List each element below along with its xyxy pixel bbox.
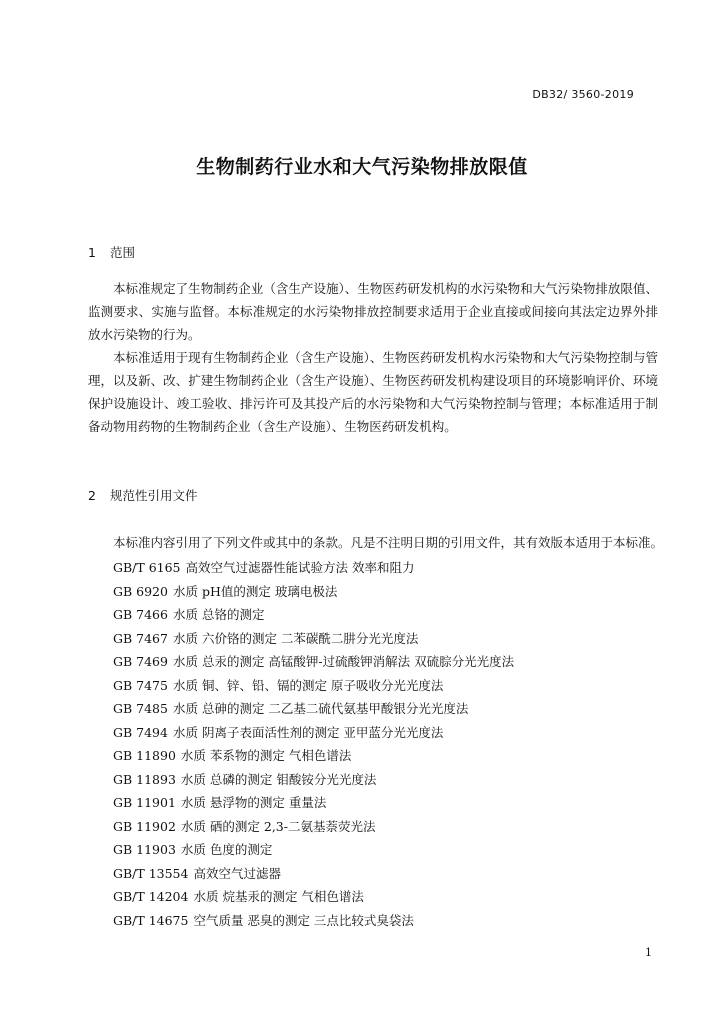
reference-code: GB 7467 [113,630,168,646]
reference-title: 空气质量 恶臭的测定 三点比较式臭袋法 [193,912,414,928]
reference-code: GB 11902 [113,818,176,834]
reference-code: GB/T 13554 [113,865,189,881]
reference-item [113,909,514,933]
reference-code: GB 7494 [113,724,168,740]
reference-title: 水质 总汞的测定 高锰酸钾-过硫酸钾消解法 双硫腙分光光度法 [172,654,515,669]
section-title: 范围 [109,245,135,260]
reference-title: 水质 总磷的测定 钼酸铵分光光度法 [180,771,377,787]
reference-title: 水质 总砷的测定 二乙基二硫代氨基甲酸银分光光度法 [172,701,469,716]
reference-code: GB 11893 [113,771,176,787]
reference-title: 高效空气过滤器 [193,865,281,881]
reference-code: GB 6920 [113,583,168,599]
scope-paragraph-2: 本标准适用于现有生物制药企业（含生产设施）、生物医药研发机构水污染物和大气污染物控制与管理，以及新、改、扩建生物制药企业（含生产设施）、生物医药研发机构建设项目的环境影响评价、环境保护设施设计、竣工验收、排污许可及其投产后的水污染物和大气污染物控制与管理；本标准适用于制备动物用药物的生物制药企业（含生产设施）、生物医药研发机构。 [88,350,658,434]
reference-code: GB 11903 [113,842,176,857]
reference-title: 水质 烷基汞的测定 气相色谱法 [193,889,364,904]
reference-list [113,556,514,932]
reference-code: GB 7469 [113,654,168,669]
page-number: 1 [645,946,652,959]
reference-item [113,650,514,674]
reference-item [113,674,514,698]
reference-item [113,627,514,651]
reference-title: 水质 阴离子表面活性剂的测定 亚甲蓝分光光度法 [172,724,444,740]
reference-title: 水质 总铬的测定 [172,607,265,622]
reference-code: GB 7475 [113,677,168,693]
reference-title: 水质 硒的测定 2,3-二氨基萘荧光法 [180,818,376,834]
references-intro: 本标准内容引用了下列文件或其中的条款。凡是不注明日期的引用文件，其有效版本适用于本标准。 [113,535,664,550]
reference-code: GB 7466 [113,607,168,622]
reference-code: GB/T 14204 [113,889,189,904]
section-heading-scope [88,243,135,261]
reference-title: 水质 苯系物的测定 气相色谱法 [180,748,352,763]
scope-paragraph-1: 本标准规定了生物制药企业（含生产设施）、生物医药研发机构的水污染物和大气污染物排放限值、监测要求、实施与监督。本标准规定的水污染物排放控制要求适用于企业直接或间接向其法定边界外排放水污染物的行为。 [88,281,658,342]
reference-item [113,580,514,604]
reference-code: GB/T 6165 [113,560,181,575]
reference-code: GB 7485 [113,701,168,716]
reference-item [113,838,514,862]
reference-item [113,768,514,792]
reference-title: 水质 pH值的测定 玻璃电极法 [172,583,338,599]
section-number: 1 [88,245,96,260]
reference-item [113,815,514,839]
reference-item [113,862,514,886]
reference-item [113,721,514,745]
reference-title: 水质 六价铬的测定 二苯碳酰二肼分光光度法 [172,630,419,646]
document-title: 生物制药行业水和大气污染物排放限值 [196,156,528,178]
section-title: 规范性引用文件 [109,488,198,503]
reference-item [113,603,514,627]
section-number: 2 [88,488,96,503]
reference-item [113,556,514,580]
reference-title: 水质 悬浮物的测定 重量法 [180,795,327,810]
reference-code: GB 11901 [113,795,176,810]
reference-title: 水质 铜、锌、铅、镉的测定 原子吸收分光光度法 [172,677,444,693]
standard-code: DB32/ 3560-2019 [532,88,634,101]
reference-item [113,744,514,768]
reference-item [113,885,514,909]
reference-item [113,697,514,721]
reference-title: 水质 色度的测定 [180,842,273,857]
reference-code: GB/T 14675 [113,912,189,928]
section-heading-references [88,486,198,504]
reference-title: 高效空气过滤器性能试验方法 效率和阻力 [185,560,415,575]
reference-code: GB 11890 [113,748,176,763]
reference-item [113,791,514,815]
